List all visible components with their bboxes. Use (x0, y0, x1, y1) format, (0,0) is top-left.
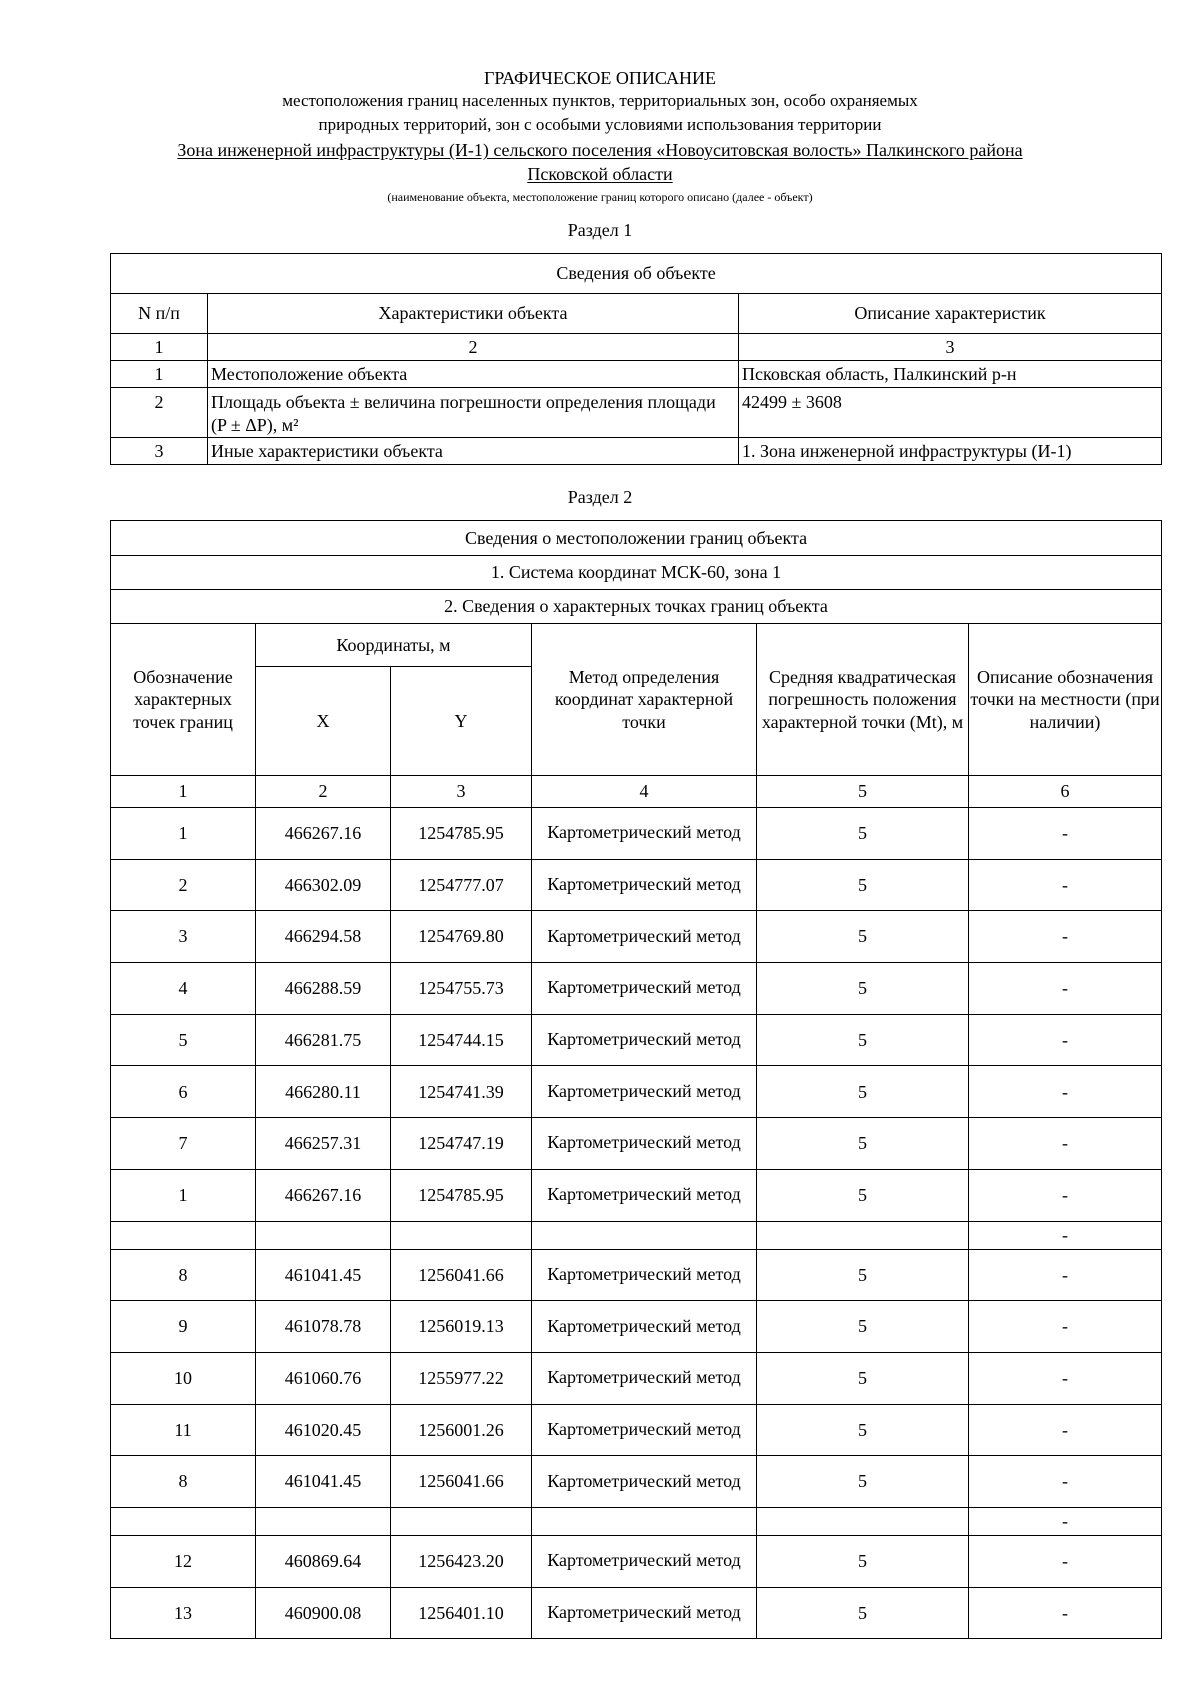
boundary-table-title: Сведения о местоположении границ объекта (111, 521, 1162, 556)
point-number: 2 (111, 859, 256, 911)
coordinate-x: 461078.78 (256, 1301, 391, 1353)
method-value: Картометрический метод (532, 859, 757, 911)
table-row (111, 1014, 1162, 1066)
column-header-characteristics: Характеристики объекта (208, 294, 739, 334)
separator-row (111, 1221, 1162, 1249)
coordinate-x: 466294.58 (256, 911, 391, 963)
column-number: 3 (739, 334, 1162, 361)
document-subtitle-line1: местоположения границ населенных пунктов, территориальных зон, особо охраняемых (282, 91, 918, 110)
point-number: 8 (111, 1249, 256, 1301)
coordinate-y: 1254741.39 (391, 1066, 532, 1118)
method-value (532, 1221, 757, 1249)
column-header-point: Обозначение характерных точек границ (111, 624, 256, 776)
section2-heading: Раздел 2 (567, 487, 633, 507)
error-value: 5 (757, 911, 969, 963)
table-row (111, 1535, 1162, 1587)
point-description: - (969, 1456, 1162, 1508)
point-number: 8 (111, 1456, 256, 1508)
coordinate-x: 460869.64 (256, 1535, 391, 1587)
point-number: 5 (111, 1014, 256, 1066)
method-value: Картометрический метод (532, 1249, 757, 1301)
column-header-x: X (256, 667, 391, 776)
error-value: 5 (757, 808, 969, 860)
coordinate-y: 1254785.95 (391, 1169, 532, 1221)
table-row (111, 808, 1162, 860)
point-number: 13 (111, 1587, 256, 1639)
table-row (111, 1404, 1162, 1456)
coordinate-y: 1256019.13 (391, 1301, 532, 1353)
error-value: 5 (757, 1014, 969, 1066)
error-value: 5 (757, 1456, 969, 1508)
method-value: Картометрический метод (532, 911, 757, 963)
column-header-method: Метод определения координат характерной точки (532, 624, 757, 776)
column-number: 1 (111, 334, 208, 361)
column-header-description: Описание характеристик (739, 294, 1162, 334)
point-number: 1 (111, 808, 256, 860)
column-number: 1 (111, 776, 256, 808)
characteristic-value: Псковская область, Палкинский р-н (739, 361, 1162, 388)
error-value: 5 (757, 1352, 969, 1404)
method-value: Картометрический метод (532, 1404, 757, 1456)
coordinate-y: 1256041.66 (391, 1249, 532, 1301)
coordinate-x (256, 1507, 391, 1535)
table-row (111, 963, 1162, 1015)
coordinate-x: 461060.76 (256, 1352, 391, 1404)
point-description: - (969, 1066, 1162, 1118)
coordinate-y: 1254747.19 (391, 1118, 532, 1170)
coordinate-x: 466288.59 (256, 963, 391, 1015)
document-subtitle-line2: природных территорий, зон с особыми условиями использования территории (318, 115, 882, 134)
column-header-number: N п/п (111, 294, 208, 334)
point-description: - (969, 1014, 1162, 1066)
table-row (111, 438, 1162, 465)
points-section-title: 2. Сведения о характерных точках границ объекта (111, 590, 1162, 624)
point-description: - (969, 1169, 1162, 1221)
point-number: 3 (111, 911, 256, 963)
point-number: 6 (111, 1066, 256, 1118)
point-description: - (969, 1535, 1162, 1587)
method-value: Картометрический метод (532, 1352, 757, 1404)
coordinate-x: 466267.16 (256, 808, 391, 860)
coordinate-y: 1255977.22 (391, 1352, 532, 1404)
row-number: 1 (111, 361, 208, 388)
point-description: - (969, 1404, 1162, 1456)
point-description: - (969, 1301, 1162, 1353)
table-row (111, 859, 1162, 911)
object-name-line2: Псковской области (527, 164, 673, 184)
method-value: Картометрический метод (532, 1456, 757, 1508)
point-description: - (969, 859, 1162, 911)
characteristic-value: 1. Зона инженерной инфраструктуры (И-1) (739, 438, 1162, 465)
coordinate-x: 461041.45 (256, 1456, 391, 1508)
table-row (111, 361, 1162, 388)
point-description: - (969, 1249, 1162, 1301)
object-info-title: Сведения об объекте (111, 254, 1162, 294)
point-description: - (969, 1118, 1162, 1170)
coordinate-x: 466267.16 (256, 1169, 391, 1221)
error-value (757, 1507, 969, 1535)
point-description: - (969, 1587, 1162, 1639)
point-number: 11 (111, 1404, 256, 1456)
point-description: - (969, 911, 1162, 963)
column-number: 5 (757, 776, 969, 808)
coordinate-y: 1256401.10 (391, 1587, 532, 1639)
point-number: 12 (111, 1535, 256, 1587)
coordinate-x: 460900.08 (256, 1587, 391, 1639)
object-info-table (110, 253, 1162, 465)
error-value: 5 (757, 963, 969, 1015)
coordinate-x: 466281.75 (256, 1014, 391, 1066)
table-row (111, 1066, 1162, 1118)
characteristic-value: 42499 ± 3608 (739, 388, 1162, 438)
point-description: - (969, 808, 1162, 860)
table-row (111, 1301, 1162, 1353)
error-value: 5 (757, 859, 969, 911)
row-number: 3 (111, 438, 208, 465)
table-row (111, 1456, 1162, 1508)
coordinate-y: 1254777.07 (391, 859, 532, 911)
separator-row (111, 1507, 1162, 1535)
column-header-point-description: Описание обозначения точки на местности (при наличии) (969, 624, 1162, 776)
table-row (111, 1249, 1162, 1301)
object-name-line1: Зона инженерной инфраструктуры (И-1) сельского поселения «Новоуситовская волость» Палкинского района (177, 140, 1023, 160)
method-value: Картометрический метод (532, 963, 757, 1015)
object-name-caption: (наименование объекта, местоположение границ которого описано (далее - объект) (387, 190, 813, 204)
error-value: 5 (757, 1404, 969, 1456)
point-number: 7 (111, 1118, 256, 1170)
document-title: ГРАФИЧЕСКОЕ ОПИСАНИЕ (483, 68, 717, 88)
point-number: 9 (111, 1301, 256, 1353)
coordinate-y: 1256423.20 (391, 1535, 532, 1587)
characteristic-name: Местоположение объекта (208, 361, 739, 388)
error-value: 5 (757, 1587, 969, 1639)
point-number (111, 1221, 256, 1249)
table-row (111, 388, 1162, 438)
coordinate-y: 1254744.15 (391, 1014, 532, 1066)
table-row (111, 1118, 1162, 1170)
coordinate-x: 466302.09 (256, 859, 391, 911)
point-description: - (969, 1221, 1162, 1249)
error-value: 5 (757, 1535, 969, 1587)
method-value: Картометрический метод (532, 1301, 757, 1353)
error-value: 5 (757, 1118, 969, 1170)
column-number: 4 (532, 776, 757, 808)
point-number (111, 1507, 256, 1535)
method-value: Картометрический метод (532, 1066, 757, 1118)
error-value (757, 1221, 969, 1249)
characteristic-name: Иные характеристики объекта (208, 438, 739, 465)
table-row (111, 1587, 1162, 1639)
column-header-error: Средняя квадратическая погрешность положения характерной точки (Mt), м (757, 624, 969, 776)
column-header-y: Y (391, 667, 532, 776)
row-number: 2 (111, 388, 208, 438)
coordinate-system: 1. Система координат МСК-60, зона 1 (111, 556, 1162, 590)
table-row (111, 1352, 1162, 1404)
point-description: - (969, 963, 1162, 1015)
error-value: 5 (757, 1066, 969, 1118)
error-value: 5 (757, 1169, 969, 1221)
coordinate-y: 1254785.95 (391, 808, 532, 860)
coordinate-y: 1254769.80 (391, 911, 532, 963)
point-number: 4 (111, 963, 256, 1015)
column-header-coordinates: Координаты, м (256, 624, 532, 667)
column-number: 3 (391, 776, 532, 808)
column-number: 6 (969, 776, 1162, 808)
coordinate-x: 461020.45 (256, 1404, 391, 1456)
method-value (532, 1507, 757, 1535)
table-row (111, 911, 1162, 963)
method-value: Картометрический метод (532, 1587, 757, 1639)
point-number: 1 (111, 1169, 256, 1221)
method-value: Картометрический метод (532, 1014, 757, 1066)
method-value: Картометрический метод (532, 1535, 757, 1587)
point-description: - (969, 1507, 1162, 1535)
coordinate-y: 1254755.73 (391, 963, 532, 1015)
point-number: 10 (111, 1352, 256, 1404)
boundary-points-table (110, 520, 1162, 1639)
coordinate-y (391, 1221, 532, 1249)
section1-heading: Раздел 1 (567, 220, 633, 240)
column-number: 2 (208, 334, 739, 361)
coordinate-x: 461041.45 (256, 1249, 391, 1301)
coordinate-x: 466280.11 (256, 1066, 391, 1118)
coordinate-x (256, 1221, 391, 1249)
error-value: 5 (757, 1249, 969, 1301)
method-value: Картометрический метод (532, 808, 757, 860)
coordinate-y: 1256001.26 (391, 1404, 532, 1456)
method-value: Картометрический метод (532, 1118, 757, 1170)
characteristic-name: Площадь объекта ± величина погрешности определения площади (P ± ΔP), м² (208, 388, 739, 438)
table-row (111, 1169, 1162, 1221)
method-value: Картометрический метод (532, 1169, 757, 1221)
error-value: 5 (757, 1301, 969, 1353)
coordinate-y (391, 1507, 532, 1535)
coordinate-x: 466257.31 (256, 1118, 391, 1170)
coordinate-y: 1256041.66 (391, 1456, 532, 1508)
point-description: - (969, 1352, 1162, 1404)
column-number: 2 (256, 776, 391, 808)
